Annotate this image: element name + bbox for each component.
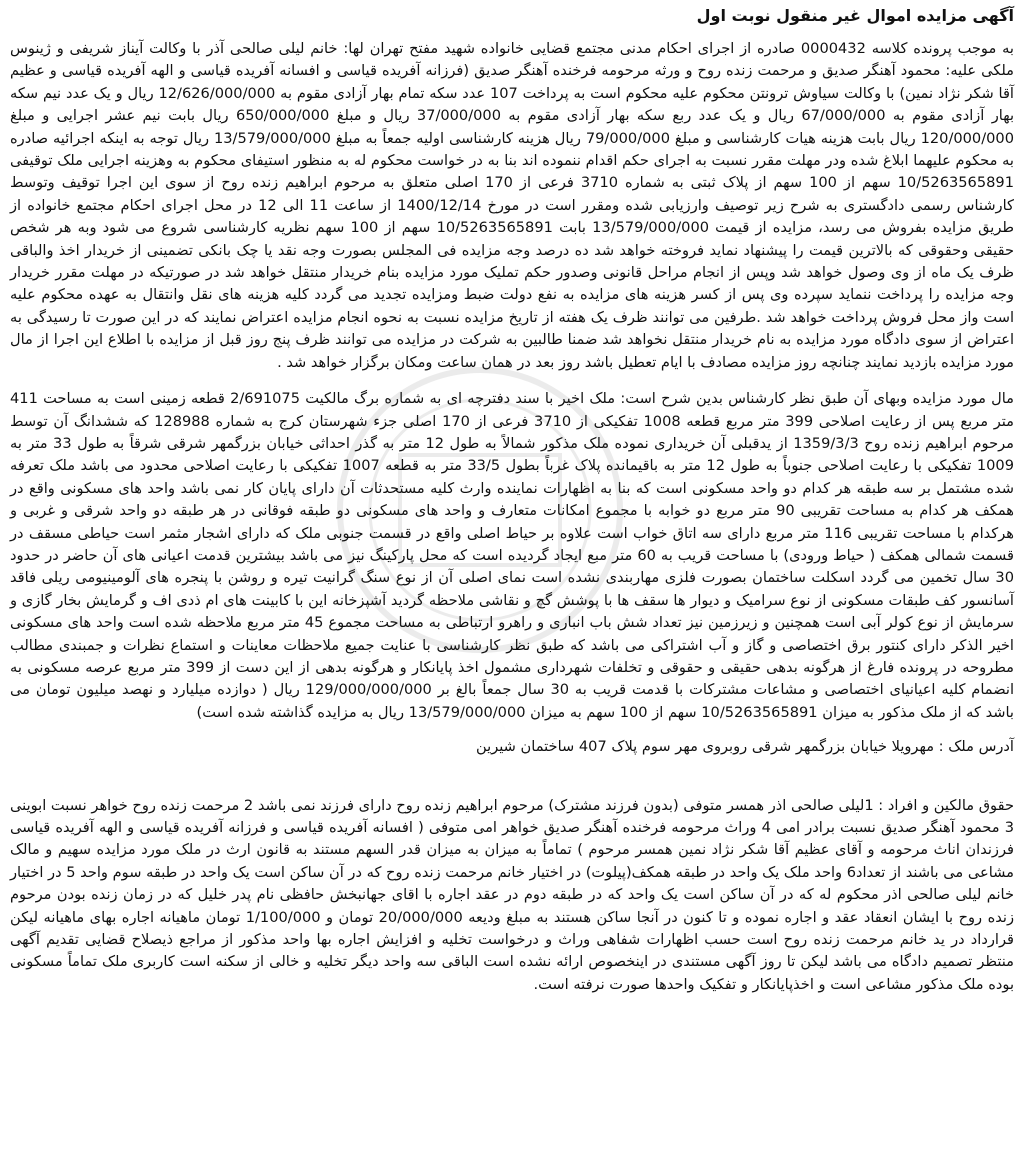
notice-title: آگهی مزایده اموال غیر منقول نوبت اول <box>696 6 1014 25</box>
notice-paragraph-property-address: آدرس ملک : مهرویلا خیابان بزرگمهر شرقی روبروی مهر سوم پلاک 407 ساختمان شیرین <box>476 738 1014 756</box>
notice-paragraph-property-description: مال مورد مزایده وبهای آن طبق نظر کارشناس بدین شرح است: ملک اخیر با سند دفترچه ای به شماره برگ مالکیت 2/691075 قطعه زمینی است به مساحت 411 متر مربع پس از رعایت اصلاحی 399 متر مربع قطعه 1008 تفکیکی از 3710 فرعی از 170 اصلی جزء شهرستان کرج به شماره 128988 که ششدانگ آن توسط مرحوم ابراهیم زنده روح 1359/3/3 از یدقبلی آن خریداری نموده ملک مذکور شمالاً به طول 12 متر به گذر احداثی خیابان بزرگمهر شرقی شرقاً به طول 33 متر به 1009 تفکیکی با رعایت اصلاحی جنوباً به طول 12 متر به باقیمانده پلاک غرباً بطول 33/5 متر به قطعه 1007 تفکیکی با رعایت اصلاحی محدود می باشد ملک تعرفه شده مشتمل بر سه طبقه هر کدام دو واحد مسکونی است که بنا به اظهارات نماینده وارث کلیه مستحدثات آن دارای پایان کار نمی باشد واحد های مسکونی واقع در همکف هر کدام به مساحت تقریبی 90 متر مربع دو خوابه با مجموع امکانات متعارف و واحد های مسکونی دو طبقه فوقانی در هر طبقه دو واحد شرقی و غربی و هرکدام با مساحت تقریبی 116 متر مربع دارای سه اتاق خواب است علاوه بر حیاط اصلی واقع در قسمت جنوبی ملک که دارای اشجار مثمر است حیاطی مسقف در قسمت شمالی همکف ( حیاط ورودی) با مساحت قریب به 60 متر مبع ایجاد گردیده است که محل پارکینگ نیز می باشد بیشترین قدمت اعیانی های آن حاضر در حدود 30 سال تخمین می گردد اسکلت ساختمان بصورت فلزی مهاربندی نشده است نمای اصلی آن از نوع سنگ گرانیت تیره و روشن با پنجره های آلومینیومی ریلی فاقد آسانسور کف طبقات مسکونی از نوع سرامیک و دیوار ها سقف ها با پوشش گچ و نقاشی ملاحظه گردید آشپزخانه این با کابینت های ام ذدی اف و گرمایش بخار گازی و سرمایش از نوع کولر آبی است همچنین و زیرزمین نیز تعداد شش باب انباری و راهرو ارتباطی به مساحت مجموع 45 متر مربع ملاحظه شده است واحد های مسکونی اخیر الذکر دارای کنتور برق اختصاصی و گاز و آب اشتراکی می باشد که طبق نظر کارشناسی با عنایت جمیع ملاحظات معاینات و استماع نظرات و جمبندی مطالب مطروحه در پرونده فارغ از هرگونه بدهی حقیقی و حقوقی و تخلفات شهرداری مشمول اخذ پایانکار و هرگونه بدهی از این دست از 399 متر مربع عرصه مسکونی به انضمام کلیه اعیانیای اختصاصی و مشاعات مشترکات با قدمت قریب به 30 سال جمعاً بالغ بر 129/000/000/000 ریال ( دوازده میلیارد و نهصد میلیون تومان می باشد که از ملک مذکور به میزان 10/5263565891 سهم از 100 سهم به میزان 13/579/000/000 ریال به مزایده گذاشته شده است) <box>10 390 1014 721</box>
notice-paragraph-auction-terms: به موجب پرونده کلاسه 0000432 صادره از اجرای احکام مدنی مجتمع قضایی خانواده شهید مفتح تهران لها: خانم لیلی صالحی آذر با وکالت آیناز شریفی و ژینوس ملکی علیه: محمود آهنگر صدیق و مرحمت زنده روح و ورثه مرحومه فرخنده آهنگر صدیق (فرزانه آفریده قیاسی و افسانه آفریده قیاسی و الهه آفریده قیاسی و عظیم آقا شکر نژاد نمین) با وکالت سیاوش ترونتن محکوم علیه محکوم است به پرداخت 107 عدد سکه تمام بهار آزادی مقوم به 12/626/000/000 ریال و یک عدد نیم سکه بهار آزادی مقوم به 67/000/000 ریال و یک عدد ربع سکه بهار آزادی مقوم به 37/000/000 ریال و مبلغ 650/000/000 ریال بابت نیم عشر اجرایی و مبلغ 120/000/000 ریال بابت هزینه هیات کارشناسی و مبلغ 79/000/000 ریال هزینه کارشناسی اولیه جمعاً به مبلغ 13/579/000/000 ریال توجه به اینکه اجرائیه صادره به محکوم علیهما ابلاغ شده ودر مهلت مقرر نسبت به اجرای حکم اقدام ننموده اند بنا به در خواست محکوم له به منظور استیفای محکوم به وهزینه اجرایی ملک توقیفی 10/5263565891 سهم از 100 سهم از پلاک ثبتی به شماره 3710 فرعی از 170 اصلی متعلق به مرحوم ابراهیم زنده روح از سوی این اجرا توقیف وتوسط کارشناس رسمی دادگستری به شرح زیر توصیف وارزیابی شده ومقرر است در مورخ 1400/12/14 از ساعت 11 الی 12 در محل اجرای احکام مجتمع خانواده از طریق مزایده بفروش می رسد، مزایده از قیمت 13/579/000/000 بابت 10/5263565891 سهم از 100 سهم نظریه کارشناسی شروع می شود وبه هر شخص حقیقی وحقوقی که بالاترین قیمت را پیشنهاد نماید فروخته خواهد شد ده درصد وجه مزایده فی المجلس بصورت وجه نقد یا چک بانکی تضمینی از خریدار اخذ والباقی ظرف یک ماه از وی وصول خواهد شد وپس از انجام مراحل قانونی وصدور حکم تملیک مورد مزایده بنام خریدار منتقل خواهد شد در صورتیکه در مهلت مقرر خریدار وجه مزایده را پرداخت ننماید سپرده وی پس از کسر هزینه های مزایده به نفع دولت ضبط ومزایده تجدید می گردد کلیه هزینه های نقل وانتقال به عهده محکوم علیه است واز محل فروش پرداخت خواهد شد .طرفین می توانند ظرف یک هفته از تاریخ مزایده نسبت به نحوه انجام مزایده اعتراض نمایند که در این صورت تا رسیدگی به اعتراض از سوی دادگاه مورد مزایده به نام خریدار منتقل نخواهد شد ضمنا طالبین به شرکت در مزایده می توانند ظرف پنج روز قبل از مزایده با اطلاع این اجرا از مال مورد مزایده بازدید نمایند چنانچه روز مزایده مصادف با ایام تعطیل باشد روز بعد در همان ساعت ومکان برگزار خواهد شد . <box>10 40 1015 371</box>
notice-paragraph-owners-rights: حقوق مالکین و افراد : 1لیلی صالحی اذر همسر متوفی (بدون فرزند مشترک) مرحوم ابراهیم زنده روح دارای فرزند نمی باشد 2 مرحمت زنده روح خواهر نسبت ابوینی 3 محمود آهنگر صدیق نسبت برادر امی 4 وراث مرحومه فرخنده آهنگر صدیق خواهر امی متوفی ( افسانه آفریده قیاسی و فرزانه آفریده قیاسی و الهه آفریده قیاسی فرزندان اناث مرحومه و آقای عظیم آقا شکر نژاد نمین همسر مرحوم ) تماماً به میزان به میزان قدر السهم مستند به قانون ارث در ملک مورد مزایده سهیم و مالک مشاعی می باشند از تعداد6 واحد ملک یک واحد در طبقه همکف(پیلوت) در اختیار خانم مرحمت زنده روح که در آن ساکن است یک واحد در طبقه سوم واحد 5 در اختیار خانم لیلی صالحی اذر محکوم له که در آن ساکن است یک واحد که در طبقه دوم در عقد اجاره با اقای جهانبخش حافظی نام پدر خلیل که در زمان زنده بودن مرحوم زنده روح با ایشان انعقاد عقد و اجاره نموده و تا کنون در آنجا ساکن هستند به مبلغ ودیعه 20/000/000 تومان و 1/100/000 تومان ماهیانه اجاره بهای ماهیانه لیکن قرارداد در ید خانم مرحمت زنده روح است حسب اظهارات شفاهی وراث و درخواست تخلیه و افزایش اجاره بها واحد مذکور از مراجع ذیصلاح قضایی تقدیم آگهی منتظر تصمیم دادگاه می باشد لیکن تا روز آگهی مستندی در اینخصوص ارائه نشده است الباقی سه واحد دیگر تخلیه و خالی از سکنه است کاربری ملک تماماً مسکونی بوده ملک مذکور مشاعی است و اخذپایانکار و تفکیک واحدها صورت نرفته است. <box>10 796 1014 993</box>
